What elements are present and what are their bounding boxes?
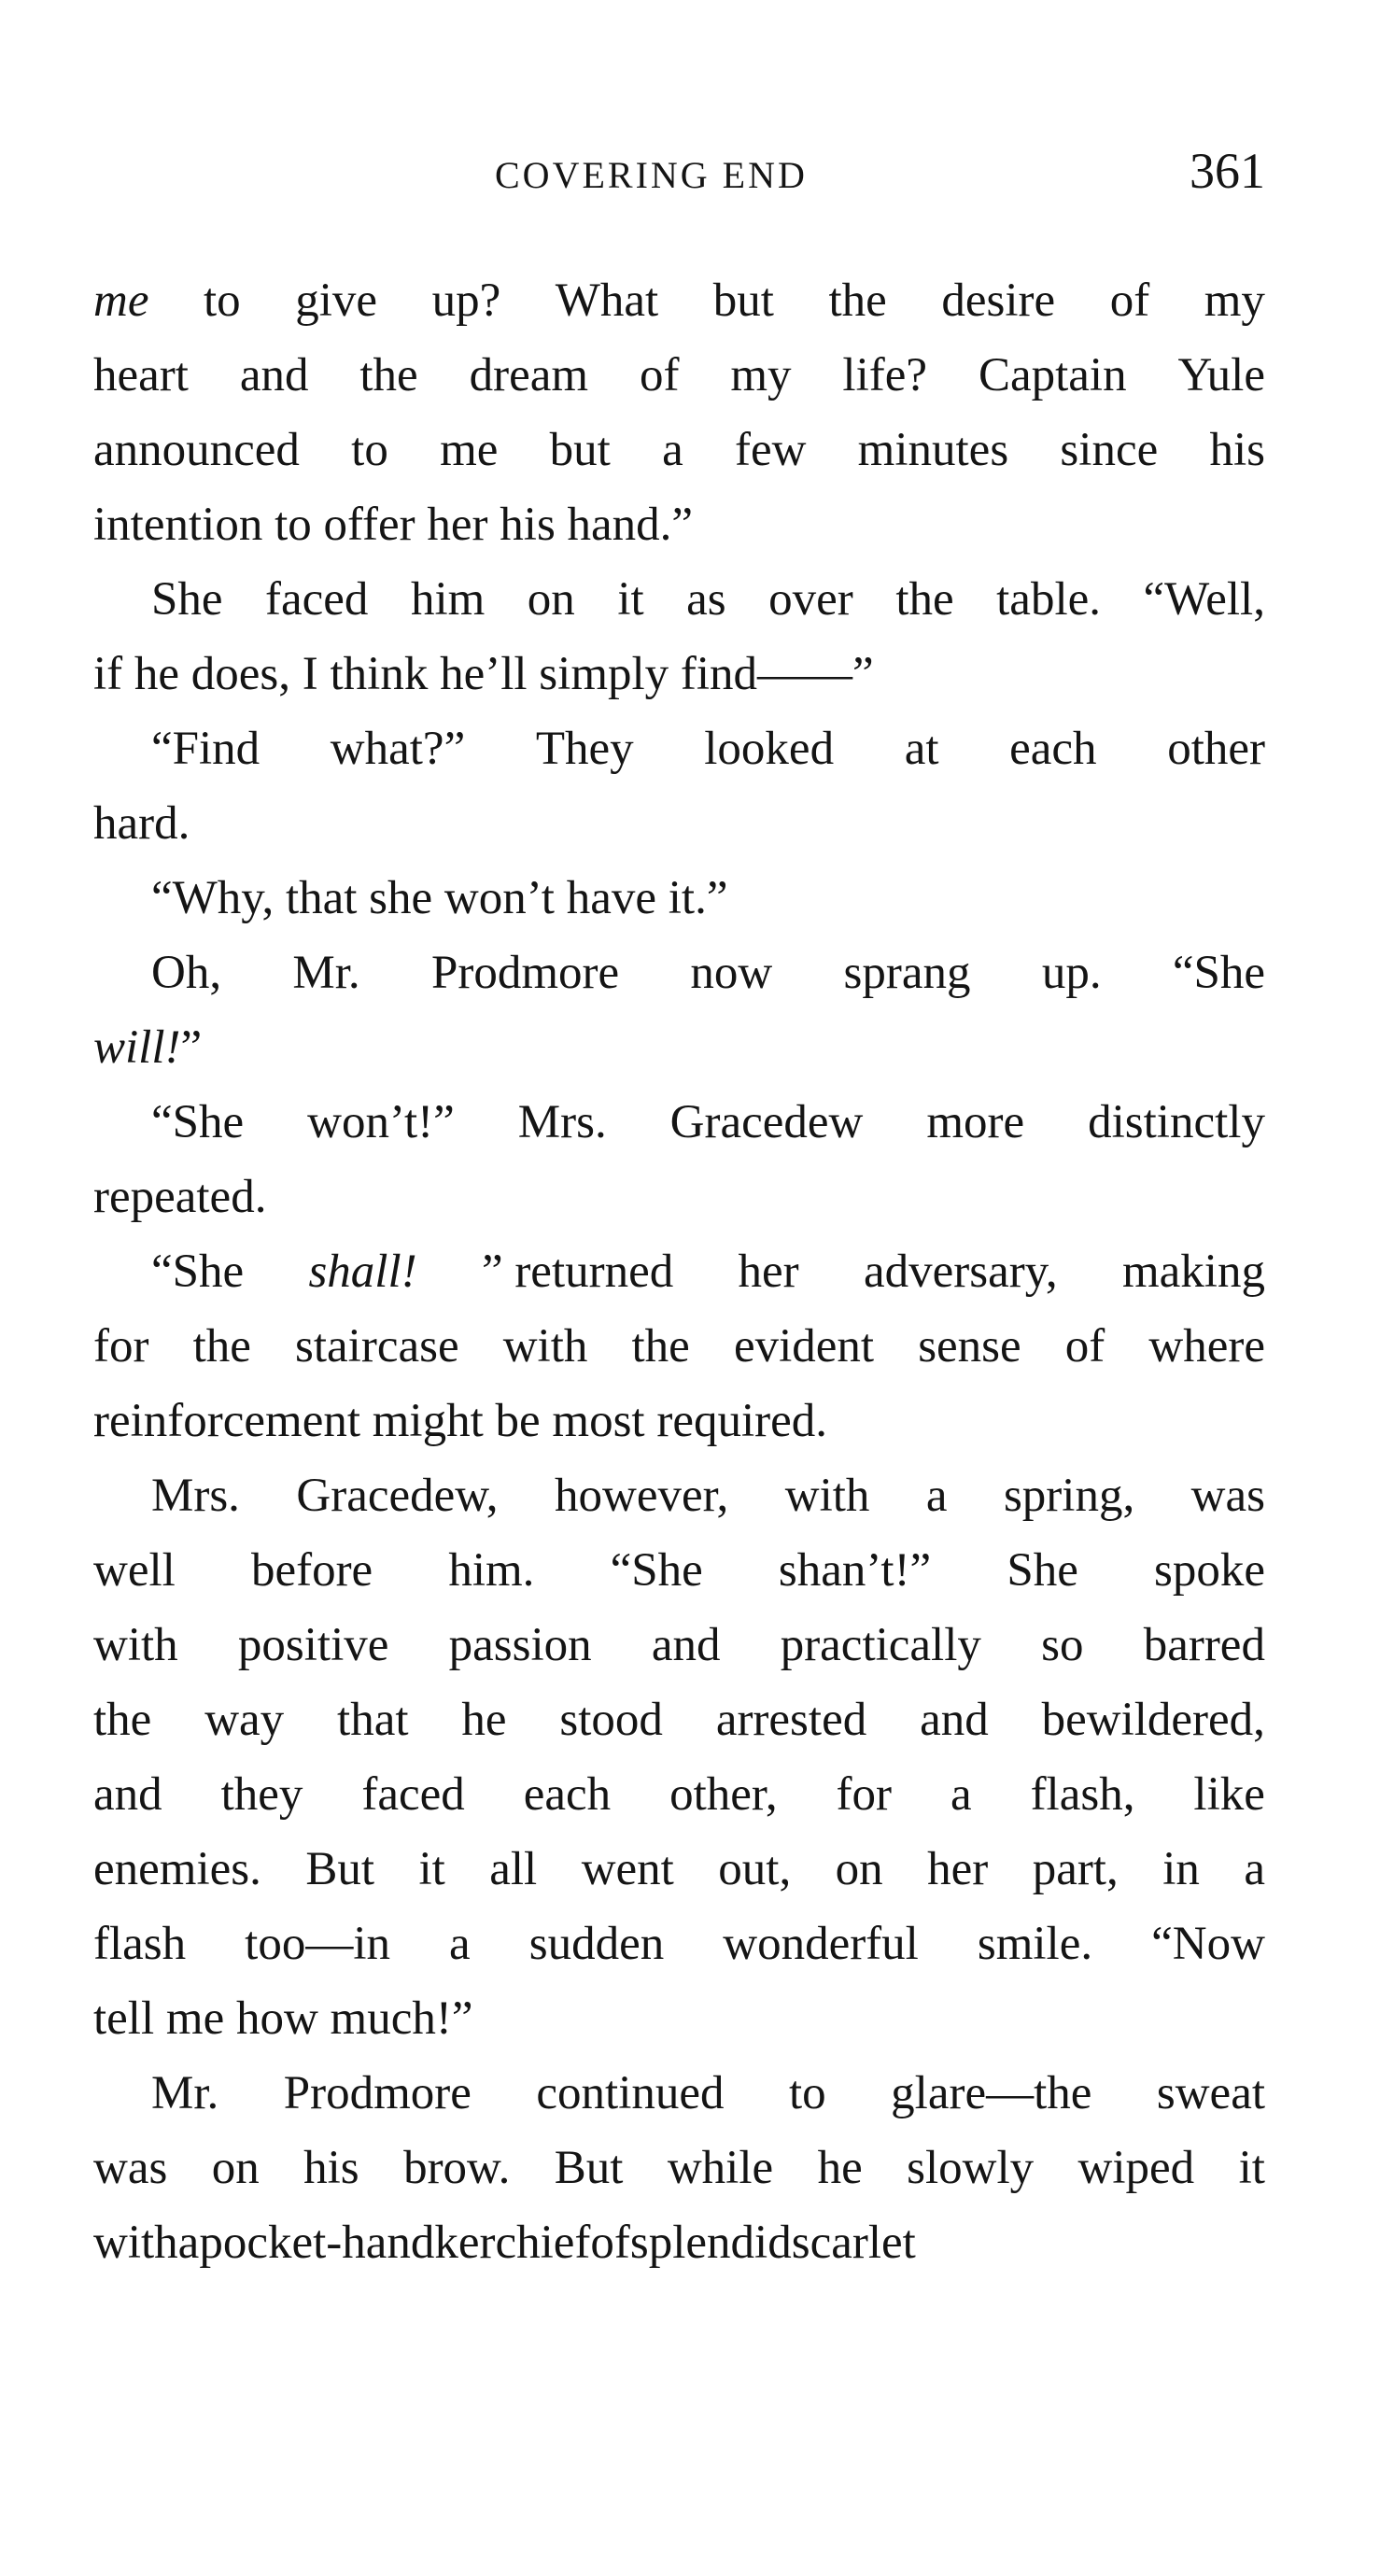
word: faced [361,1768,465,1821]
word: with [502,1320,588,1372]
word: wonderful [723,1918,919,1970]
paragraph [93,1458,1265,2056]
word: on [835,1843,883,1895]
word: flash [93,1918,187,1970]
text-line [93,786,1265,861]
word: well [93,1544,176,1597]
word: spoke [1153,1544,1265,1597]
word: my [730,349,792,401]
word: looked [704,723,835,775]
word: it [617,573,644,626]
text-line [93,2056,1265,2131]
word: will! [93,1021,181,1074]
paragraph [93,1234,1265,1458]
word: as [686,573,726,626]
word: him [410,573,486,626]
word: bewildered, [1041,1694,1265,1746]
word: but [549,424,611,476]
text-line [93,1458,1265,1533]
word: distinctly [1088,1096,1265,1148]
word: brow. [403,2142,511,2194]
word: Prodmore [283,2067,472,2119]
word: enemies. [93,1843,261,1895]
word: spring, [1003,1470,1135,1522]
word: “She [1172,947,1265,999]
paragraph [93,1085,1265,1234]
word: smile. [977,1918,1093,1970]
text-line [93,413,1265,487]
word: give [295,274,378,327]
word: wiped [1077,2142,1195,2194]
word: all [489,1843,538,1895]
word: “She [151,1246,245,1298]
word: repeated. [93,1171,267,1223]
word: They [535,723,634,775]
paragraph [93,562,1265,711]
word: however, [554,1470,729,1522]
word: it [418,1843,445,1895]
word: the [895,573,954,626]
word: he [461,1694,507,1746]
word: “Why, that she won’t have it.” [151,872,728,924]
word: “Well, [1143,573,1265,626]
word: on [527,573,575,626]
word: “Find [151,723,260,775]
word: a [662,424,683,476]
word: But [554,2142,624,2194]
word: continued [536,2067,725,2119]
paragraph [93,936,1265,1085]
text-line [93,1682,1265,1757]
word: to [351,424,388,476]
text-line [93,1608,1265,1682]
word: with [784,1470,870,1522]
word: shan’t!” [778,1544,932,1597]
word: intention to offer her his hand.” [93,499,694,551]
word: heart [93,349,189,401]
text-line [93,487,1265,562]
word: the [828,274,887,327]
word: where [1148,1320,1265,1372]
word: a [449,1918,471,1970]
word: She [151,573,223,626]
word: dream [469,349,589,401]
word: pocket-handkerchief [199,2217,591,2269]
word: his [303,2142,359,2194]
text-line [93,936,1265,1010]
word: with [93,1619,178,1671]
word: and [239,349,309,401]
word: a [177,2217,200,2269]
running-header [93,140,1265,215]
word: Mrs. [151,1470,240,1522]
paragraph [93,711,1265,861]
word: up? [431,274,501,327]
word: positive [237,1619,389,1671]
text-line [93,637,1265,711]
word: evident [733,1320,875,1372]
word: at [904,723,939,775]
word: adversary, [863,1246,1058,1298]
text-line [93,263,1265,338]
word: She [1007,1544,1078,1597]
word: passion [448,1619,592,1671]
word: slowly [907,2142,1035,2194]
text-line [93,1384,1265,1458]
word: “Now [1151,1918,1265,1970]
word: went [581,1843,674,1895]
word: Gracedew, [296,1470,499,1522]
word: sense [918,1320,1021,1372]
word: up. [1041,947,1102,999]
word: life? [842,349,928,401]
word: splendid [629,2217,792,2269]
word: in [1162,1843,1200,1895]
word: of [1064,1320,1105,1372]
word: What [555,274,659,327]
word: of [1109,274,1150,327]
word: tell me how much!” [93,1992,473,2045]
paragraph [93,2056,1265,2280]
text-line [93,1234,1265,1309]
word: her [927,1843,989,1895]
text-line [93,562,1265,637]
paragraph [93,263,1265,562]
text-line [93,2205,1265,2280]
word: table. [996,573,1102,626]
word: for [836,1768,893,1821]
word: if he does, I think he’ll simply find——” [93,648,874,700]
word: the [359,349,418,401]
word: Oh, [151,947,222,999]
word: each [1009,723,1097,775]
word: the [192,1320,251,1372]
paragraph [93,861,1265,936]
word: the [631,1320,690,1372]
word: him. [448,1544,535,1597]
word: flash, [1030,1768,1135,1821]
word: a [925,1470,948,1522]
word: staircase [295,1320,459,1372]
word: that [337,1694,409,1746]
page-number: 361 [1190,143,1265,199]
text-line [93,1981,1265,2056]
word: few [734,424,807,476]
word: his [1209,424,1265,476]
word: he [817,2142,863,2194]
word: faced [265,573,369,626]
word: Prodmore [430,947,620,999]
word: a [1244,1843,1265,1895]
word: minutes [857,424,1009,476]
word: like [1193,1768,1265,1821]
word: of [590,2217,630,2269]
word: more [926,1096,1025,1148]
word: before [250,1544,373,1597]
word: me [440,424,499,476]
word: a [950,1768,972,1821]
word: of [639,349,680,401]
word: out, [718,1843,792,1895]
word: sprang [843,947,971,999]
word: barred [1143,1619,1265,1671]
text-line [93,1085,1265,1160]
text-line [93,338,1265,413]
word: now [690,947,773,999]
word: Mr. [151,2067,219,2119]
word: my [1204,274,1265,327]
word: way [204,1694,285,1746]
word: since [1060,424,1159,476]
word: ” [180,1021,203,1074]
text-line [93,1533,1265,1608]
word: me [93,274,149,327]
word: what?” [330,723,466,775]
word: glare—the [891,2067,1092,2119]
word: each [523,1768,612,1821]
text-line [93,1309,1265,1384]
word: Mr. [292,947,360,999]
word: other, [669,1768,778,1821]
word: and [651,1619,721,1671]
word: the [93,1694,152,1746]
word: other [1167,723,1265,775]
text-line [93,1010,1265,1085]
word: her [738,1246,799,1298]
word: stood [559,1694,663,1746]
word: too—in [245,1918,391,1970]
word: was [93,2142,168,2194]
running-title: COVERING END [495,154,808,196]
word: was [1190,1470,1265,1522]
text-line [93,711,1265,786]
word: practically [780,1619,981,1671]
word: But [305,1843,374,1895]
word: desire [941,274,1056,327]
word: but [712,274,774,327]
text-line [93,2131,1265,2205]
word: ” returned [481,1246,674,1298]
word: “She [151,1096,245,1148]
word: Mrs. [517,1096,607,1148]
word: they [220,1768,303,1821]
word: announced [93,424,300,476]
word: “She [610,1544,703,1597]
word: to [789,2067,826,2119]
word: and [93,1768,162,1821]
word: sweat [1156,2067,1265,2119]
word: Yule [1177,349,1265,401]
word: for [93,1320,149,1372]
word: to [204,274,241,327]
word: scarlet [791,2217,916,2269]
word: sudden [528,1918,665,1970]
text-line [93,1832,1265,1907]
word: so [1041,1619,1084,1671]
text-line [93,1160,1265,1234]
word: over [768,573,853,626]
word: arrested [715,1694,867,1746]
word: Captain [978,349,1127,401]
word: part, [1032,1843,1119,1895]
word: hard. [93,797,190,850]
text-line [93,861,1265,936]
word: on [211,2142,260,2194]
text-line [93,1757,1265,1832]
word: Gracedew [669,1096,864,1148]
word: and [920,1694,989,1746]
word: while [667,2142,774,2194]
word: shall! [308,1246,417,1298]
word: won’t!” [307,1096,455,1148]
body-text [93,263,1265,2280]
word: making [1121,1246,1265,1298]
text-line [93,1907,1265,1981]
word: with [93,2217,178,2269]
word: reinforcement might be most required. [93,1395,827,1447]
word: it [1238,2142,1265,2194]
